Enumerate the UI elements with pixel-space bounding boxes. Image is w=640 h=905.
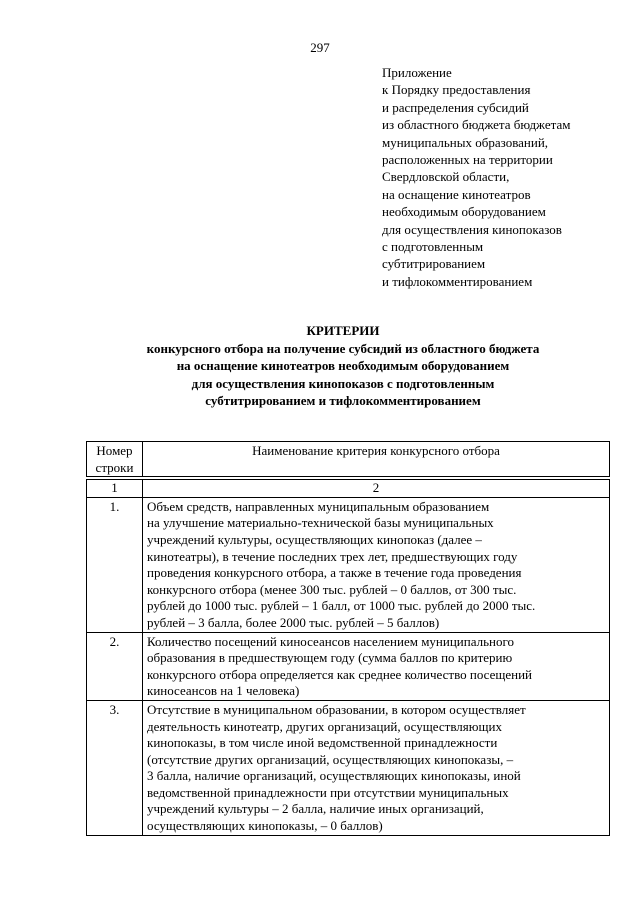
appendix-line: Приложение [382,65,452,80]
appendix-line: из областного бюджета бюджетам [382,117,571,133]
appendix-line: с подготовленным [382,239,484,255]
appendix-line: к Порядку предоставления [382,82,531,98]
row-number: 2. [87,632,143,700]
appendix-line: и тифлокомментированием [382,273,533,289]
appendix-line: для осуществления кинопоказов [382,221,562,237]
row-number: 1. [87,497,143,632]
criteria-table [86,441,610,836]
criterion-line: на улучшение материально-технической базы муниципальных [147,515,494,531]
title-line: субтитрированием и тифлокомментированием [205,393,481,409]
criterion-line: деятельность кинотеатр, других организаций, осуществляющих [147,718,502,734]
table-row [87,632,610,700]
criterion-line: 3 балла, наличие организаций, осуществляющих кинопоказы, иной [147,768,521,784]
column-index-1: 1 [87,480,143,498]
criterion-line: (отсутствие других организаций, осуществляющих кинопоказы, – [147,751,514,767]
criterion-line: ведомственной принадлежности при отсутствии муниципальных [147,784,509,800]
criterion-text [143,497,610,632]
criterion-text [143,632,610,700]
criterion-line: киносеансов на 1 человека) [147,683,300,699]
header-number-line: Номер [96,443,133,458]
appendix-line: Свердловской области, [382,169,510,185]
column-index-2: 2 [143,480,610,498]
page-number: 297 [310,40,330,55]
criterion-text [143,700,610,835]
table-header-row [87,442,610,477]
criterion-line: проведения конкурсного отбора, а также в течение года проведения [147,565,522,581]
title-heading: КРИТЕРИИ [306,323,380,338]
appendix-line: и распределения субсидий [382,99,529,115]
header-number-line: строки [95,459,134,475]
criterion-line: рублей до 1000 тыс. рублей – 1 балл, от 1000 тыс. рублей до 2000 тыс. [147,598,536,614]
row-number: 3. [87,700,143,835]
criterion-line: кинопоказы, в том числе иной ведомственной принадлежности [147,735,498,751]
criterion-line: осуществляющих кинопоказы, – 0 баллов) [147,818,383,834]
header-name-cell: Наименование критерия конкурсного отбора [143,442,610,477]
criterion-line: учреждений культуры – 2 балла, наличие иных организаций, [147,801,484,817]
criterion-line: конкурсного отбора определяется как среднее количество посещений [147,666,533,682]
title-line: для осуществления кинопоказов с подготовленным [191,375,495,391]
appendix-line: необходимым оборудованием [382,204,546,220]
title-line: на оснащение кинотеатров необходимым оборудованием [176,358,510,374]
table-row [87,700,610,835]
appendix-line: расположенных на территории [382,152,553,168]
document-title [60,322,626,410]
criterion-line: Объем средств, направленных муниципальным образованием [147,498,490,514]
appendix-block [382,64,632,290]
column-index-row [87,480,610,498]
criterion-line: образования в предшествующем году (сумма баллов по критерию [147,650,513,666]
criterion-line: кинотеатры), в течение последних трех лет, предшествующих году [147,548,518,564]
title-line: конкурсного отбора на получение субсидий из областного бюджета [146,340,540,356]
appendix-line: муниципальных образований, [382,134,549,150]
criterion-line: Отсутствие в муниципальном образовании, в котором осуществляет [147,701,526,717]
header-number-cell [87,442,143,477]
criterion-line: учреждений культуры, осуществляющих кинопоказ (далее – [147,531,482,547]
criterion-line: Количество посещений киносеансов населением муниципального [147,633,514,649]
criterion-line: рублей – 3 балла, более 2000 тыс. рублей – 5 баллов) [147,614,440,630]
criterion-line: конкурсного отбора (менее 300 тыс. рублей – 0 баллов, от 300 тыс. [147,581,517,597]
appendix-line: субтитрированием [382,256,486,272]
table-row [87,497,610,632]
appendix-line: на оснащение кинотеатров [382,186,531,202]
